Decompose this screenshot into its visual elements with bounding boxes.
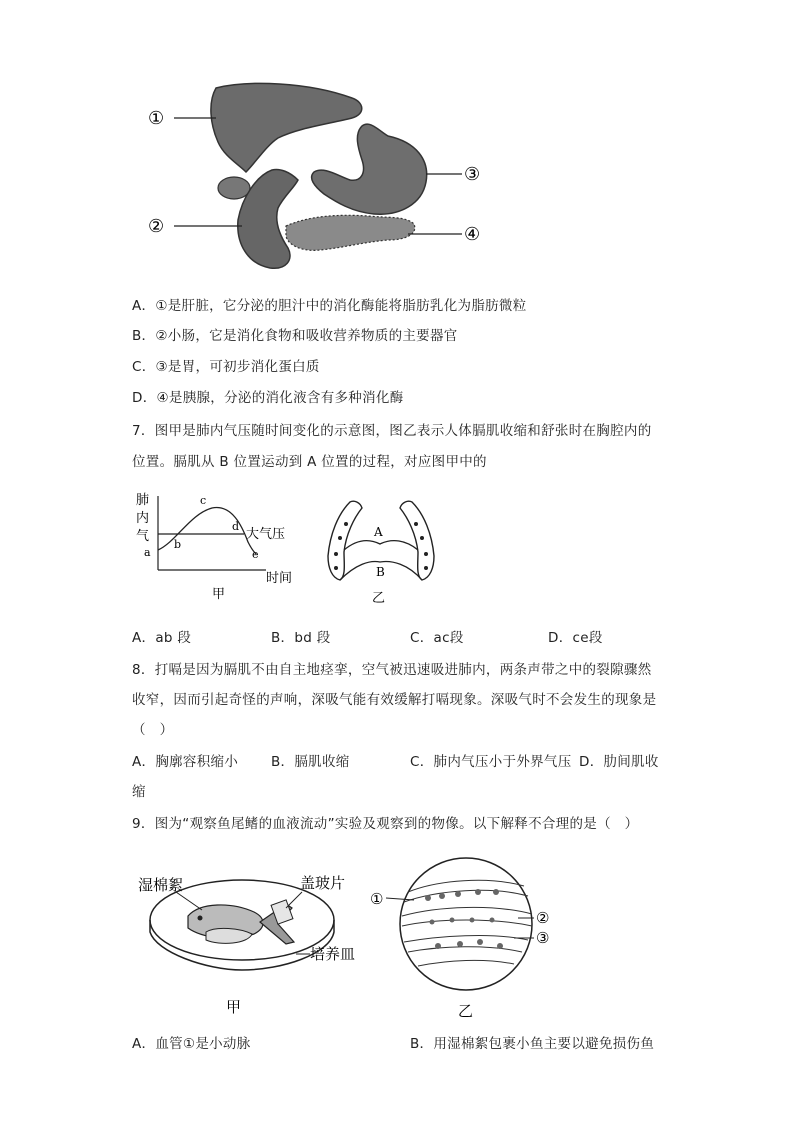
- point-d: d: [232, 520, 240, 533]
- q8-option-b: B．膈肌收缩: [271, 754, 350, 770]
- q8-option-d: D．肋间肌收: [579, 754, 659, 770]
- q7-option-a: A．ab 段: [132, 630, 192, 646]
- label-b: B: [376, 565, 385, 579]
- left-ribcage: [328, 501, 362, 580]
- label-wet-cotton: 湿棉絮: [138, 876, 184, 894]
- q8-option-wrap: 缩: [132, 784, 146, 800]
- liver-shape: [211, 83, 362, 172]
- label-2: ②: [148, 216, 165, 237]
- fish-dish-figure-jia: [136, 862, 366, 1018]
- caption-jia: 甲: [212, 587, 226, 602]
- q8-option-c: C．肺内气压小于外界气压: [410, 754, 572, 770]
- diaphragm-figure-yi: [322, 494, 442, 610]
- point-a: a: [144, 546, 151, 559]
- ylabel-char-2: 内: [136, 511, 150, 526]
- gallbladder-shape: [218, 177, 250, 199]
- pancreas-shape: [286, 215, 415, 250]
- label-3: ③: [464, 164, 481, 185]
- stomach-shape: [312, 124, 427, 214]
- pressure-curve: [158, 508, 256, 554]
- label-vessel-2: ②: [536, 909, 550, 927]
- right-ribcage: [400, 501, 434, 580]
- q9-option-a: A．血管①是小动脉: [132, 1036, 251, 1052]
- point-c: c: [200, 494, 207, 507]
- caption-jia-9: 甲: [226, 998, 242, 1016]
- microscope-view-figure-yi: [368, 852, 568, 1022]
- label-cover-slip: 盖玻片: [300, 874, 346, 892]
- label-vessel-1: ①: [370, 890, 384, 908]
- q7-option-c: C．ac段: [410, 630, 464, 646]
- label-4: ④: [464, 224, 481, 245]
- label-1: ①: [148, 108, 165, 129]
- q8-stem-line1: 8．打嗝是因为膈肌不由自主地痉挛，空气被迅速吸进肺内，两条声带之中的裂隙骤然: [132, 662, 652, 678]
- q8-stem-line3: （ ）: [132, 722, 174, 738]
- label-vessel-3: ③: [536, 929, 550, 947]
- q8-stem-line2: 收窄，因而引起奇怪的声响，深吸气能有效缓解打嗝现象。深吸气时不会发生的现象是: [132, 692, 657, 708]
- q6-option-c: C．③是胃，可初步消化蛋白质: [132, 359, 320, 375]
- q7-option-d: D．ce段: [548, 630, 603, 646]
- q9-option-b: B．用湿棉絮包裹小鱼主要以避免损伤鱼: [410, 1036, 655, 1052]
- q7-stem-line1: 7．图甲是肺内气压随时间变化的示意图，图乙表示人体膈肌收缩和舒张时在胸腔内的: [132, 423, 652, 439]
- q8-option-a: A．胸廓容积缩小: [132, 754, 239, 770]
- label-petri-dish: 培养皿: [310, 945, 356, 963]
- q9-stem: 9．图为“观察鱼尾鳍的血液流动”实验及观察到的物像。以下解释不合理的是（ ）: [132, 816, 639, 832]
- digestive-system-figure: [138, 76, 498, 276]
- point-b: b: [174, 538, 182, 551]
- field-of-view: [400, 858, 532, 990]
- atmos-label: 大气压: [246, 527, 286, 542]
- point-e: e: [252, 548, 259, 561]
- q6-option-d: D．④是胰腺，分泌的消化液含有多种消化酶: [132, 390, 404, 406]
- q6-option-b: B．②小肠，它是消化食物和吸收营养物质的主要器官: [132, 328, 458, 344]
- diaphragm-a: [344, 541, 418, 550]
- caption-yi-9: 乙: [458, 1002, 474, 1020]
- pressure-graph-jia: [136, 490, 306, 608]
- q7-stem-line2: 位置。膈肌从 B 位置运动到 A 位置的过程，对应图甲中的: [132, 454, 487, 470]
- xlabel-time: 时间: [266, 571, 293, 586]
- caption-yi: 乙: [372, 591, 386, 606]
- q6-option-a: A．①是肝脏，它分泌的胆汁中的消化酶能将脂肪乳化为脂肪微粒: [132, 298, 527, 314]
- ylabel-char-3: 气: [136, 529, 150, 544]
- label-a: A: [374, 525, 383, 539]
- q7-option-b: B．bd 段: [271, 630, 331, 646]
- ylabel-char-1: 肺: [136, 493, 150, 508]
